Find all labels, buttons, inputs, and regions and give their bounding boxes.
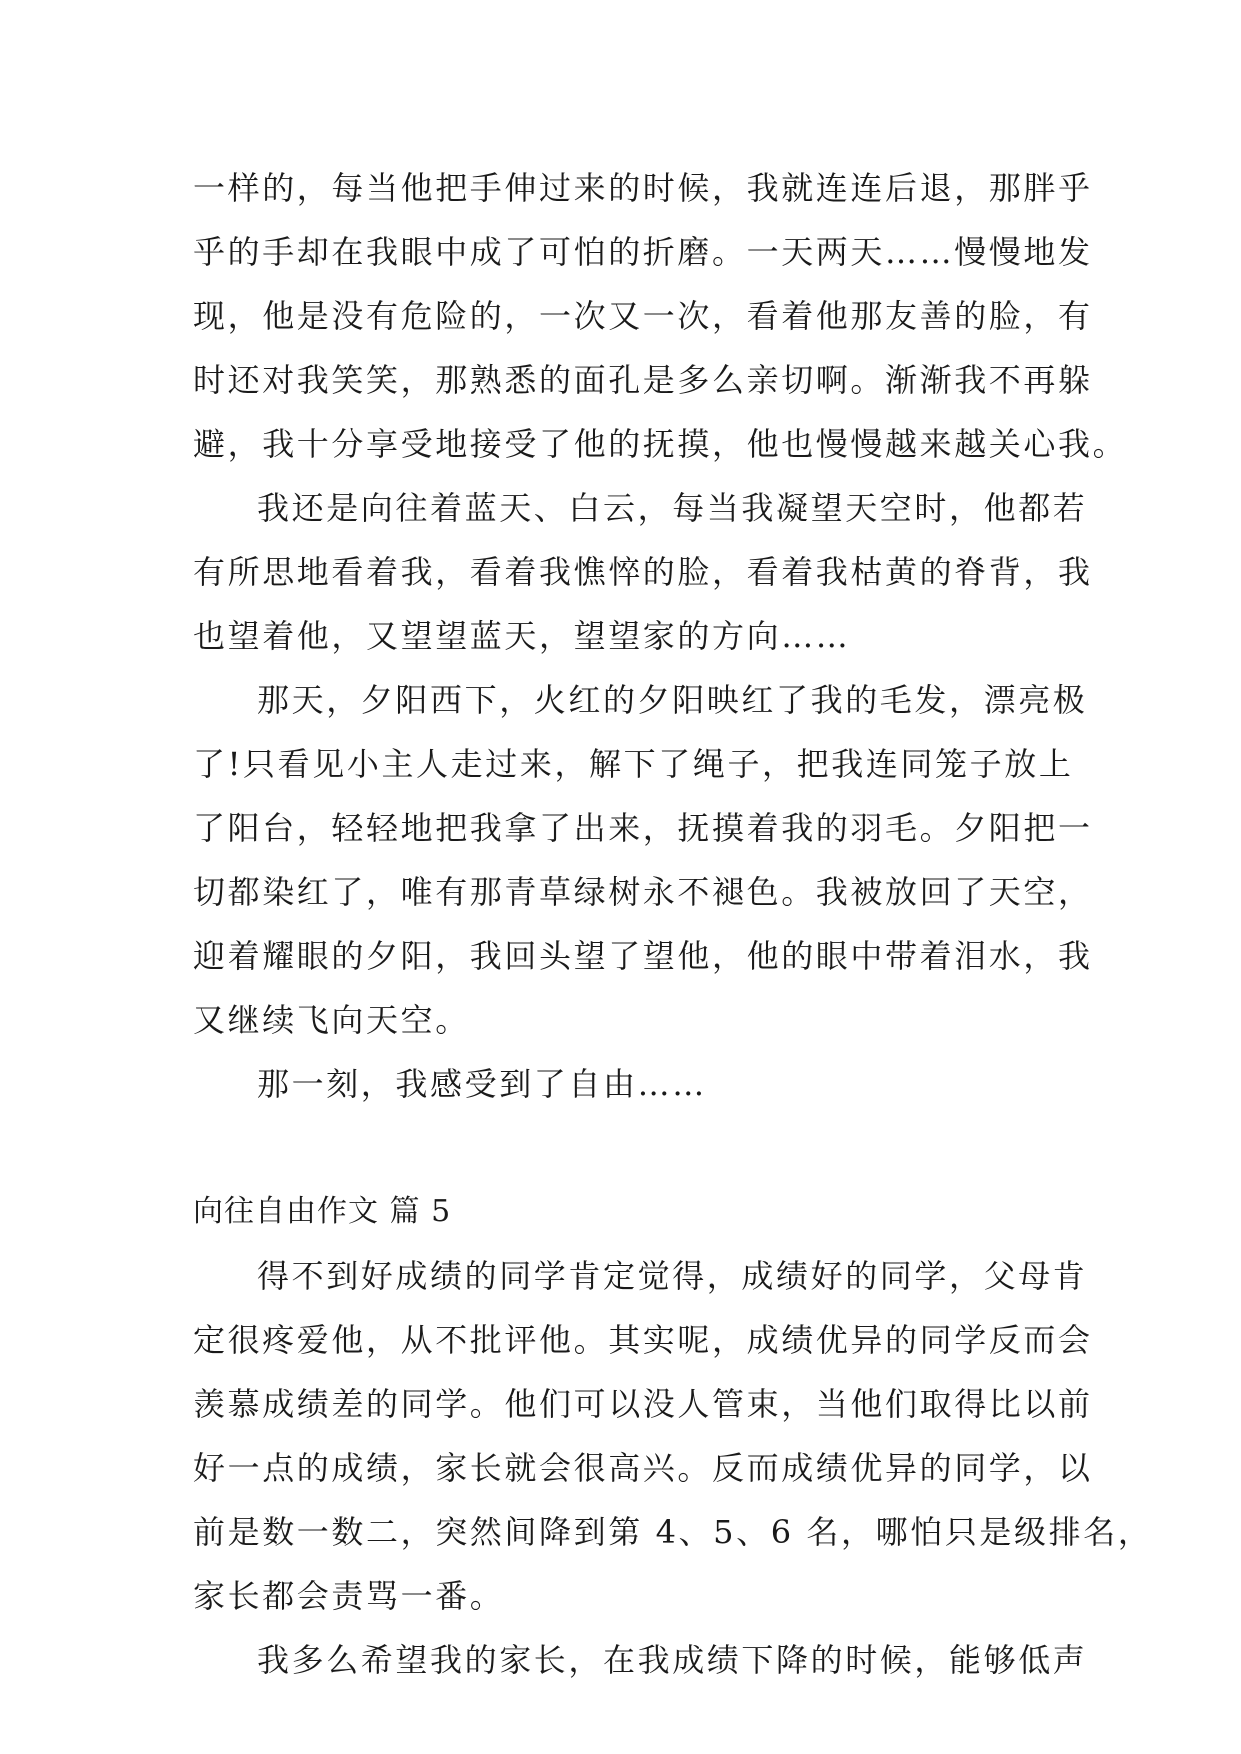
- text-line: 羡慕成绩差的同学。他们可以没人管束，当他们取得比以前: [193, 1385, 1093, 1423]
- text-line: 了!只看见小主人走过来，解下了绳子，把我连同笼子放上: [193, 745, 1074, 783]
- text-line: 家长都会责骂一番。: [193, 1577, 505, 1615]
- text-line: 定很疼爱他，从不批评他。其实呢，成绩优异的同学反而会: [193, 1321, 1093, 1359]
- text-line: 好一点的成绩，家长就会很高兴。反而成绩优异的同学，以: [193, 1449, 1093, 1487]
- paragraph: [193, 156, 1128, 476]
- text-line: 又继续飞向天空。: [193, 1001, 470, 1039]
- paragraph: [193, 1244, 1153, 1628]
- text-line: 现，他是没有危险的，一次又一次，看着他那友善的脸，有: [193, 297, 1093, 335]
- section-heading: 向往自由作文 篇 5: [193, 1194, 452, 1229]
- text-line: 时还对我笑笑，那熟悉的面孔是多么亲切啊。渐渐我不再躲: [193, 361, 1093, 399]
- text-line: 我多么希望我的家长，在我成绩下降的时候，能够低声: [257, 1641, 1088, 1679]
- document-page: [193, 156, 1153, 1692]
- text-line: 迎着耀眼的夕阳，我回头望了望他，他的眼中带着泪水，我: [193, 937, 1093, 975]
- text-line: 一样的，每当他把手伸过来的时候，我就连连后退，那胖乎: [193, 169, 1093, 207]
- text-line: 前是数一数二，突然间降到第 4、5、6 名，哪怕只是级排名，: [193, 1513, 1153, 1551]
- section-spacer: [193, 1116, 1053, 1180]
- paragraph: [193, 476, 1093, 668]
- text-line: 得不到好成绩的同学肯定觉得，成绩好的同学，父母肯: [257, 1257, 1088, 1295]
- text-line: 那一刻，我感受到了自由……: [257, 1065, 707, 1103]
- text-line: 乎的手却在我眼中成了可怕的折磨。一天两天……慢慢地发: [193, 233, 1093, 271]
- text-line: 也望着他，又望望蓝天，望望家的方向……: [193, 617, 851, 655]
- text-line: 我还是向往着蓝天、白云，每当我凝望天空时，他都若: [257, 489, 1088, 527]
- text-line: 有所思地看着我，看着我憔悴的脸，看着我枯黄的脊背，我: [193, 553, 1093, 591]
- paragraph: [193, 1628, 1088, 1692]
- text-line: 那天，夕阳西下，火红的夕阳映红了我的毛发，漂亮极: [257, 681, 1088, 719]
- paragraph: [193, 668, 1093, 1052]
- text-line: 了阳台，轻轻地把我拿了出来，抚摸着我的羽毛。夕阳把一: [193, 809, 1093, 847]
- paragraph: [193, 1052, 1053, 1116]
- text-line: 避，我十分享受地接受了他的抚摸，他也慢慢越来越关心我。: [193, 425, 1128, 463]
- text-line: 切都染红了，唯有那青草绿树永不褪色。我被放回了天空，: [193, 873, 1093, 911]
